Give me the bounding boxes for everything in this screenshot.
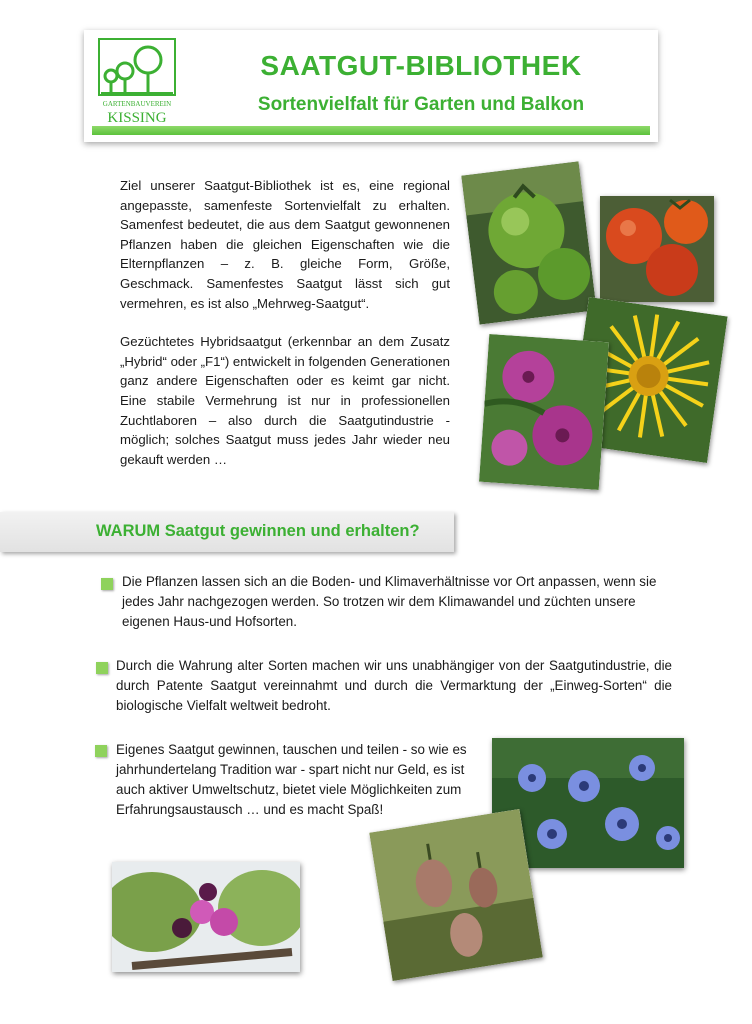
header-card	[84, 30, 658, 142]
red-tomatoes-photo	[600, 196, 714, 302]
nigella-seedpods-photo	[369, 809, 543, 981]
bullet-square-icon	[95, 745, 107, 757]
bullet-item: Durch die Wahrung alter Sorten machen wir uns unabhängiger von der Saatgutindustrie, die durch Patente Saatgut vereinnahmt und durch die Vermarktung der „Einweg-Sorten“ die biologische Vielfalt weltweit bedroht.	[116, 658, 672, 713]
bullet-item: Eigenes Saatgut gewinnen, tauschen und teilen - so wie es jahrhundertelang Tradition war - spart nicht nur Geld, es ist auch aktiver Umweltschutz, bietet viele Möglichkeiten zum Erfahrungsaustausch … und es macht Spaß!	[116, 742, 467, 817]
bullet-square-icon	[101, 578, 113, 590]
intro-paragraph: Gezüchtetes Hybridsaatgut (erkennbar an dem Zusatz „Hybrid“ oder „F1“) entwickelt in folgenden Generationen ganz andere Eigenschaften oder es keimt gar nicht. Eine stabile Vermehrung ist nur in professionellen Zuchtlaboren – also durch die Saatgutindustrie - möglich; solches Saatgut muss jedes Jahr wieder neu gekauft werden …	[120, 334, 450, 467]
intro-paragraph: Ziel unserer Saatgut-Bibliothek ist es, eine regional angepasste, samenfeste Sortenvielfalt zu erhalten. Samenfest bedeutet, die aus dem Saatgut gewonnenen Pflanzen haben die gleichen Eigenschaften wie die Elternpflanzen – z. B. gleiche Form, Größe, Geschmack. Samenfestes Saatgut lässt sich gut vermehren, es ist also „Mehrweg-Saatgut“.	[120, 178, 450, 311]
section-title: WARUM Saatgut gewinnen und erhalten?	[96, 522, 420, 540]
intro-text	[120, 176, 450, 488]
mallow-flowers-photo	[479, 334, 609, 490]
green-tomatoes-photo	[461, 161, 596, 324]
logo-org-line: GARTENBAUVEREIN	[102, 100, 172, 108]
header-accent-bar	[92, 126, 650, 135]
bullet-square-icon	[96, 662, 108, 674]
bullet-item: Die Pflanzen lassen sich an die Boden- und Klimaverhältnisse vor Ort anpassen, wenn sie jedes Jahr nachgezogen werden. So trotzen wir dem Klimawandel und züchten unsere eigenen Haus-und Hofsorten.	[122, 574, 657, 629]
logo-name: KISSING	[107, 110, 167, 126]
gartenbauverein-logo	[98, 38, 176, 126]
page-subtitle: Sortenvielfalt für Garten und Balkon	[257, 94, 585, 115]
bean-flowers-photo	[112, 862, 300, 972]
page-title: SAATGUT-BIBLIOTHEK	[260, 50, 582, 81]
